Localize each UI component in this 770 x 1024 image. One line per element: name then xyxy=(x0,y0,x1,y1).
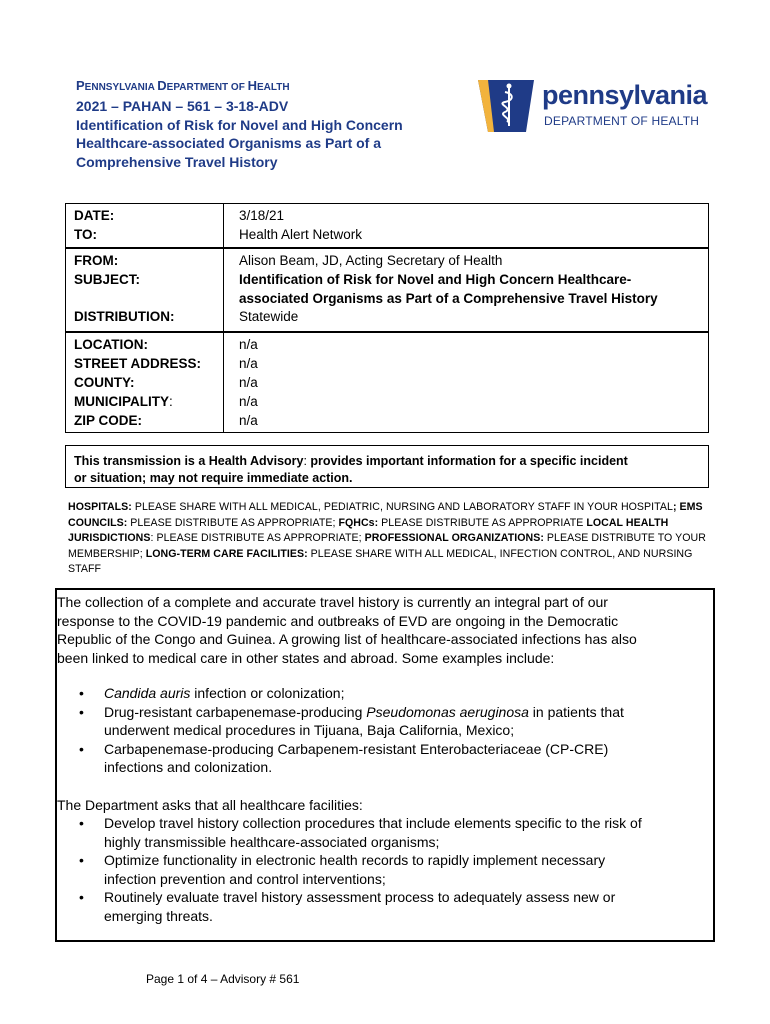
from-value: Alison Beam, JD, Acting Secretary of Health xyxy=(239,253,503,268)
department-heading: PENNSYLVANIA DEPARTMENT OF HEALTH xyxy=(76,78,290,93)
municipality-value: n/a xyxy=(239,394,258,409)
county-value: n/a xyxy=(239,375,258,390)
subject-label: SUBJECT: xyxy=(74,272,141,287)
body-text-box xyxy=(55,588,715,942)
memo-from-subject-box xyxy=(65,248,709,332)
title-line: Healthcare-associated Organisms as Part of a xyxy=(76,135,382,151)
zip-code-label: ZIP CODE: xyxy=(74,413,143,428)
title-line: Comprehensive Travel History xyxy=(76,153,278,170)
county-label: COUNTY: xyxy=(74,375,135,390)
distribution-label: DISTRIBUTION: xyxy=(74,309,175,324)
street-address-label: STREET ADDRESS: xyxy=(74,356,202,371)
date-value: 3/18/21 xyxy=(239,208,285,223)
list-item: • Routinely evaluate travel history assessment process to adequately assess new or emerging threats. xyxy=(79,889,616,924)
street-address-value: n/a xyxy=(239,356,258,371)
zip-code-value: n/a xyxy=(239,413,258,428)
distribution-instructions: HOSPITALS: PLEASE SHARE WITH ALL MEDICAL, PEDIATRIC, NURSING AND LABORATORY STAFF IN YOUR HOSPITAL; EMS COUNCILS: PLEASE DISTRIBUTE AS APPROPRIATE; FQHCs: PLEASE DISTRIBUTE AS APPROPRIATE LOCAL HEALTH JURISDICTIONS: PLEASE DISTRIBUTE AS APPROPRIATE; PROFESSIONAL ORGANIZATIONS: PLEASE DISTRIBUTE TO YOUR MEMBERSHIP; LONG-TERM CARE FACILITIES: PLEASE SHARE WITH ALL MEDICAL, INFECTION CONTROL, AND NURSING STAFF xyxy=(68,501,706,575)
title-line: Identification of Risk for Novel and High Concern xyxy=(76,116,403,133)
requests-list xyxy=(57,814,642,926)
list-item: • Candida auris infection or colonization; xyxy=(79,685,345,701)
location-label: LOCATION: xyxy=(74,337,148,352)
advisory-title-block xyxy=(76,97,403,171)
subject-value-line2: associated Organisms as Part of a Comprehensive Travel History xyxy=(239,291,658,306)
subject-value-line1: Identification of Risk for Novel and High Concern Healthcare- xyxy=(239,272,632,287)
date-label: DATE: xyxy=(74,208,115,223)
page-footer: Page 1 of 4 – Advisory # 561 xyxy=(146,972,300,986)
advisory-line2: or situation; may not require immediate action. xyxy=(74,470,353,485)
list-item: • Drug-resistant carbapenemase-producing Pseudomonas aeruginosa in patients that underwent medical procedures in Tijuana, Baja California, Mexico; xyxy=(79,703,624,739)
advisory-number: 2021 – PAHAN – 561 – 3-18-ADV xyxy=(76,98,289,114)
from-label: FROM: xyxy=(74,253,119,268)
list-item: • Optimize functionality in electronic health records to rapidly implement necessary infection prevention and control interventions; xyxy=(79,852,606,887)
municipality-label: MUNICIPALITY: xyxy=(74,394,173,409)
to-value: Health Alert Network xyxy=(239,227,363,242)
memo-date-to-box xyxy=(65,203,709,248)
advisory-line1: This transmission is a Health Advisory: provides important information for a specific incident xyxy=(74,454,628,468)
advisory-type-box xyxy=(65,445,709,488)
logo-wordmark: pennsylvania xyxy=(542,80,708,110)
memo-location-box xyxy=(65,332,709,433)
intro-paragraph: The collection of a complete and accurate travel history is currently an integral part of our response to the COVID-19 pandemic and outbreaks of EVD are ongoing in the Democratic Republic of the Congo and Guinea. A growing list of healthcare-associated infections has also been linked to medical care in other states and abroad. Some examples include: xyxy=(57,594,637,666)
list-item: • Carbapenemase-producing Carbapenem-resistant Enterobacteriaceae (CP-CRE) infections and colonization. xyxy=(79,740,609,776)
distribution-value: Statewide xyxy=(239,309,299,324)
logo-subtitle: DEPARTMENT OF HEALTH xyxy=(544,114,700,128)
to-label: TO: xyxy=(74,227,97,242)
department-ask: The Department asks that all healthcare facilities: xyxy=(57,797,363,813)
pa-health-logo xyxy=(478,76,708,136)
examples-list xyxy=(57,684,624,777)
list-item: • Develop travel history collection procedures that include elements specific to the risk of highly transmissible healthcare-associated organisms; xyxy=(79,815,642,850)
location-value: n/a xyxy=(239,337,258,352)
